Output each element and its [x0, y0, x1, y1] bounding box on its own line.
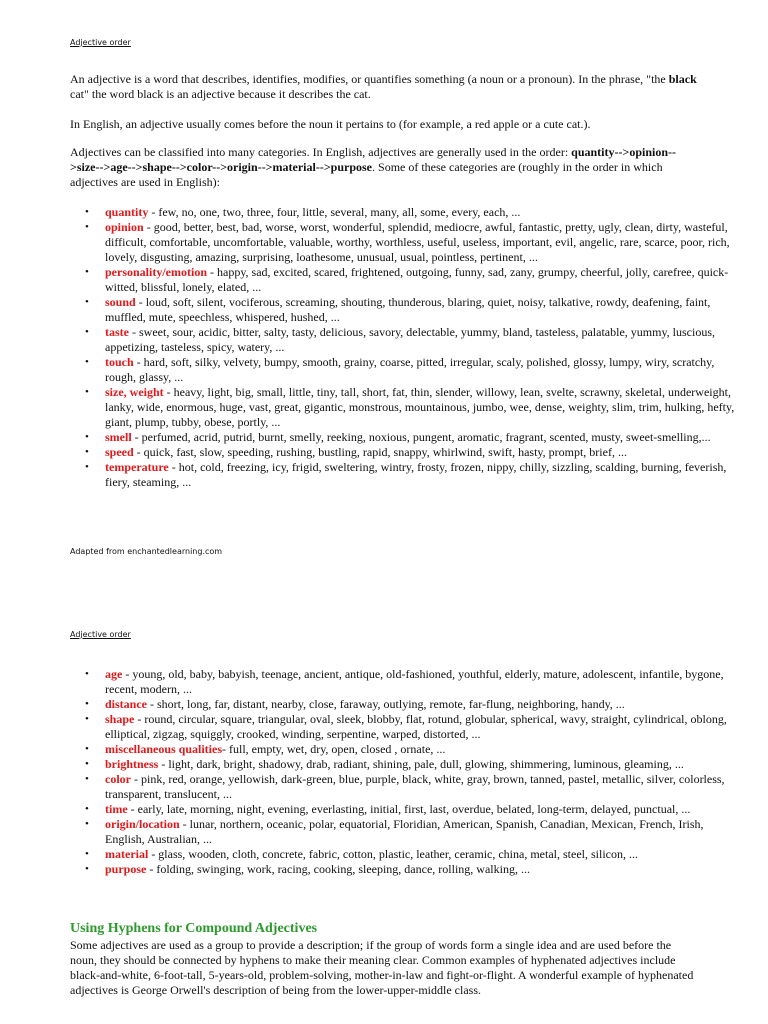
p1-text-a: An adjective is a word that describes, identifies, modifies, or quantifies something (a noun or a pronoun). In the phrase, "the: [70, 72, 669, 86]
category-list-item: [105, 847, 735, 862]
category-list-2: [70, 667, 735, 877]
paragraph-definition: [70, 72, 698, 102]
category-list-item: [105, 325, 735, 355]
category-list-item: [105, 862, 735, 877]
category-list-item: [105, 205, 735, 220]
category-label: temperature: [105, 460, 169, 474]
category-list-item: [105, 757, 735, 772]
category-label: taste: [105, 325, 129, 339]
category-list-1: [70, 205, 735, 490]
category-label: opinion: [105, 220, 144, 234]
category-examples: - young, old, baby, babyish, teenage, ancient, antique, old-fashioned, youthful, elderly, mature, adolescent, infantile, bygone, recent, modern, ...: [105, 667, 724, 696]
category-label: miscellaneous qualities: [105, 742, 223, 756]
category-examples: - few, no, one, two, three, four, little, several, many, all, some, every, each, ...: [148, 205, 521, 219]
p1-bold: black: [668, 72, 697, 86]
category-label: speed: [105, 445, 134, 459]
category-label: origin/location: [105, 817, 180, 831]
section-title-hyphens: Using Hyphens for Compound Adjectives: [70, 921, 318, 936]
p3-order-sequence: quantity-->opinion-->size-->age-->shape-->color-->origin-->material-->purpose: [70, 145, 677, 174]
category-examples: - folding, swinging, work, racing, cooking, sleeping, dance, rolling, walking, ...: [146, 862, 530, 876]
category-list-item: [105, 712, 735, 742]
category-list-item: [105, 697, 735, 712]
category-examples: - lunar, northern, oceanic, polar, equatorial, Floridian, American, Spanish, Canadian, Mexican, French, Irish, English, Australian, ...: [105, 817, 704, 846]
category-examples: - glass, wooden, cloth, concrete, fabric, cotton, plastic, leather, ceramic, china, metal, steel, silicon, ...: [148, 847, 638, 861]
category-label: color: [105, 772, 131, 786]
category-list-item: [105, 220, 735, 265]
category-label: time: [105, 802, 128, 816]
category-label: smell: [105, 430, 132, 444]
paragraph-order: [70, 145, 698, 190]
category-list-item: [105, 445, 735, 460]
category-examples: - full, empty, wet, dry, open, closed , ornate, ...: [222, 742, 446, 756]
paragraph-position: In English, an adjective usually comes before the noun it pertains to (for example, a red apple or a cute cat.).: [70, 117, 591, 131]
category-label: age: [105, 667, 123, 681]
category-label: shape: [105, 712, 135, 726]
heading-adjective-order: Adjective order: [70, 38, 131, 47]
category-list-item: [105, 295, 735, 325]
category-examples: - hot, cold, freezing, icy, frigid, sweltering, wintry, frosty, frozen, nippy, chilly, sizzling, scalding, burning, feverish, fiery, steaming, ...: [105, 460, 727, 489]
category-list-item: [105, 265, 735, 295]
category-label: sound: [105, 295, 136, 309]
category-label: brightness: [105, 757, 159, 771]
p3-text-b: . Some of these categories are (roughly in the order in which adjectives are used in English):: [70, 160, 663, 189]
category-list-item: [105, 817, 735, 847]
paragraph-hyphens: Some adjectives are used as a group to provide a description; if the group of words form a single idea and are used before the noun, they should be connected by hyphens to make their meaning clear. Common examples of hyphenated adjectives include black-and-white, 6-foot-tall, 5-years-old, problem-solving, mother-in-law and fight-or-flight. A wonderful example of hyphenated adjectives is George Orwell's description of being from the lower-upper-middle class.: [70, 938, 694, 997]
category-examples: - light, dark, bright, shadowy, drab, radiant, shining, pale, dull, glowing, shimmering, luminous, gleaming, ...: [158, 757, 684, 771]
category-examples: - happy, sad, excited, scared, frightened, outgoing, funny, sad, zany, grumpy, cheerful, jolly, carefree, quick-witted, blissful, lonely, elated, ...: [105, 265, 729, 294]
category-label: distance: [105, 697, 147, 711]
category-examples: - good, better, best, bad, worse, worst, wonderful, splendid, mediocre, awful, fantastic, pretty, ugly, clean, dirty, wasteful, difficult, comfortable, uncomfortable, valuable, worthy, worthless, useful, useless, important, evil, angelic, rare, scarce, poor, rich, lovely, disgusting, amazing, surprising, loathesome, unusual, usual, pointless, pertinent, ...: [105, 220, 730, 264]
category-examples: - early, late, morning, night, evening, everlasting, initial, first, last, overdue, belated, long-term, delayed, punctual, ...: [127, 802, 691, 816]
category-label: size, weight: [105, 385, 164, 399]
category-label: purpose: [105, 862, 147, 876]
category-examples: - round, circular, square, triangular, oval, sleek, blobby, flat, rotund, globular, spherical, wavy, straight, cylindrical, oblong, elliptical, zigzag, squiggly, crooked, winding, serpentine, warped, distorted, ...: [105, 712, 727, 741]
p1-text-b: cat" the word black is an adjective because it describes the cat.: [70, 87, 371, 101]
category-list-item: [105, 430, 735, 445]
heading-adjective-order-2: Adjective order: [70, 630, 131, 639]
category-examples: - hard, soft, silky, velvety, bumpy, smooth, grainy, coarse, pitted, irregular, scaly, polished, glossy, lumpy, wiry, scratchy, rough, glassy, ...: [105, 355, 715, 384]
category-list-item: [105, 742, 735, 757]
category-list-item: [105, 460, 735, 490]
category-list-item: [105, 355, 735, 385]
category-examples: - perfumed, acrid, putrid, burnt, smelly, reeking, noxious, pungent, aromatic, fragrant, scented, musty, sweet-smelling,...: [131, 430, 711, 444]
category-examples: - quick, fast, slow, speeding, rushing, bustling, rapid, snappy, whirlwind, swift, hasty, prompt, brief, ...: [133, 445, 627, 459]
category-label: touch: [105, 355, 134, 369]
category-examples: - short, long, far, distant, nearby, close, faraway, outlying, remote, far-flung, neighboring, handy, ...: [147, 697, 625, 711]
p3-text-a: Adjectives can be classified into many categories. In English, adjectives are generally used in the order:: [70, 145, 572, 159]
category-label: material: [105, 847, 149, 861]
category-list-item: [105, 802, 735, 817]
category-list-item: [105, 385, 735, 430]
category-list-item: [105, 667, 735, 697]
category-list-item: [105, 772, 735, 802]
category-label: quantity: [105, 205, 149, 219]
source-note: Adapted from enchantedlearning.com: [70, 547, 223, 556]
category-examples: - heavy, light, big, small, little, tiny, tall, short, fat, thin, slender, willowy, lean, svelte, scrawny, skeletal, underweight, lanky, wide, enormous, huge, vast, great, gigantic, monstrous, mountainous, jumbo, wee, dense, weighty, slim, trim, hulking, hefty, giant, plump, tubby, obese, portly, ...: [105, 385, 735, 429]
category-examples: - sweet, sour, acidic, bitter, salty, tasty, delicious, savory, delectable, yummy, bland, tasteless, palatable, yummy, luscious, appetizing, tasteless, spicy, watery, ...: [105, 325, 716, 354]
category-label: personality/emotion: [105, 265, 207, 279]
category-examples: - loud, soft, silent, vociferous, screaming, shouting, thunderous, blaring, quiet, noisy, talkative, rowdy, deafening, faint, muffled, mute, speechless, whispered, hushed, ...: [105, 295, 711, 324]
category-examples: - pink, red, orange, yellowish, dark-green, blue, purple, black, white, gray, brown, tanned, pastel, metallic, silver, colorless, transparent, translucent, ...: [105, 772, 725, 801]
